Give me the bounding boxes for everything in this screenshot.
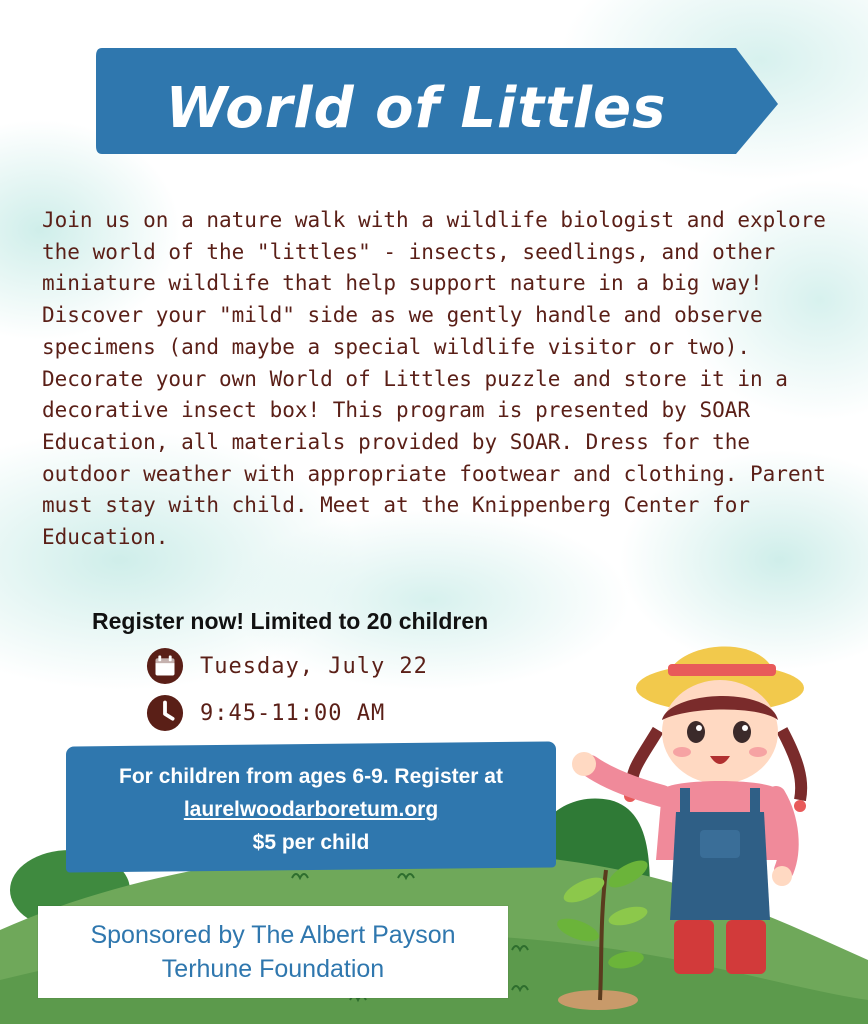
register-note: Register now! Limited to 20 children xyxy=(92,608,489,634)
clock-icon xyxy=(146,694,184,732)
age-register-text: For children from ages 6-9. Register at xyxy=(119,765,503,788)
registration-info xyxy=(66,760,556,859)
event-description: Join us on a nature walk with a wildlife biologist and explore the world of the "littles" - insects, seedlings, and other miniature wildlife that help support nature in a big way! Discover your "mild" side as we gently handle and observe specimens (and maybe a special wildlife visitor or two). Decorate your own World of Littles puzzle and store it in a decorative insect box! This program is presented by SOAR Education, all materials provided by SOAR. Dress for the outdoor weather with appropriate footwear and clothing. Parent must stay with child. Meet at the Knippenberg Center for Education. xyxy=(42,208,826,550)
price-text: $5 per child xyxy=(252,831,370,854)
register-link[interactable]: laurelwoodarboretum.org xyxy=(183,798,439,821)
farmer-girl-illustration xyxy=(570,620,830,990)
date-row xyxy=(146,647,428,685)
event-date: Tuesday, July 22 xyxy=(200,653,428,679)
page-title: World of Littles xyxy=(165,75,667,141)
sponsor-box xyxy=(38,906,508,998)
sponsor-line-1: Sponsored by The Albert Payson xyxy=(90,921,456,949)
event-time: 9:45-11:00 AM xyxy=(200,700,386,726)
calendar-icon xyxy=(146,647,184,685)
sponsor-line-2: Terhune Foundation xyxy=(161,955,385,983)
time-row xyxy=(146,694,385,732)
